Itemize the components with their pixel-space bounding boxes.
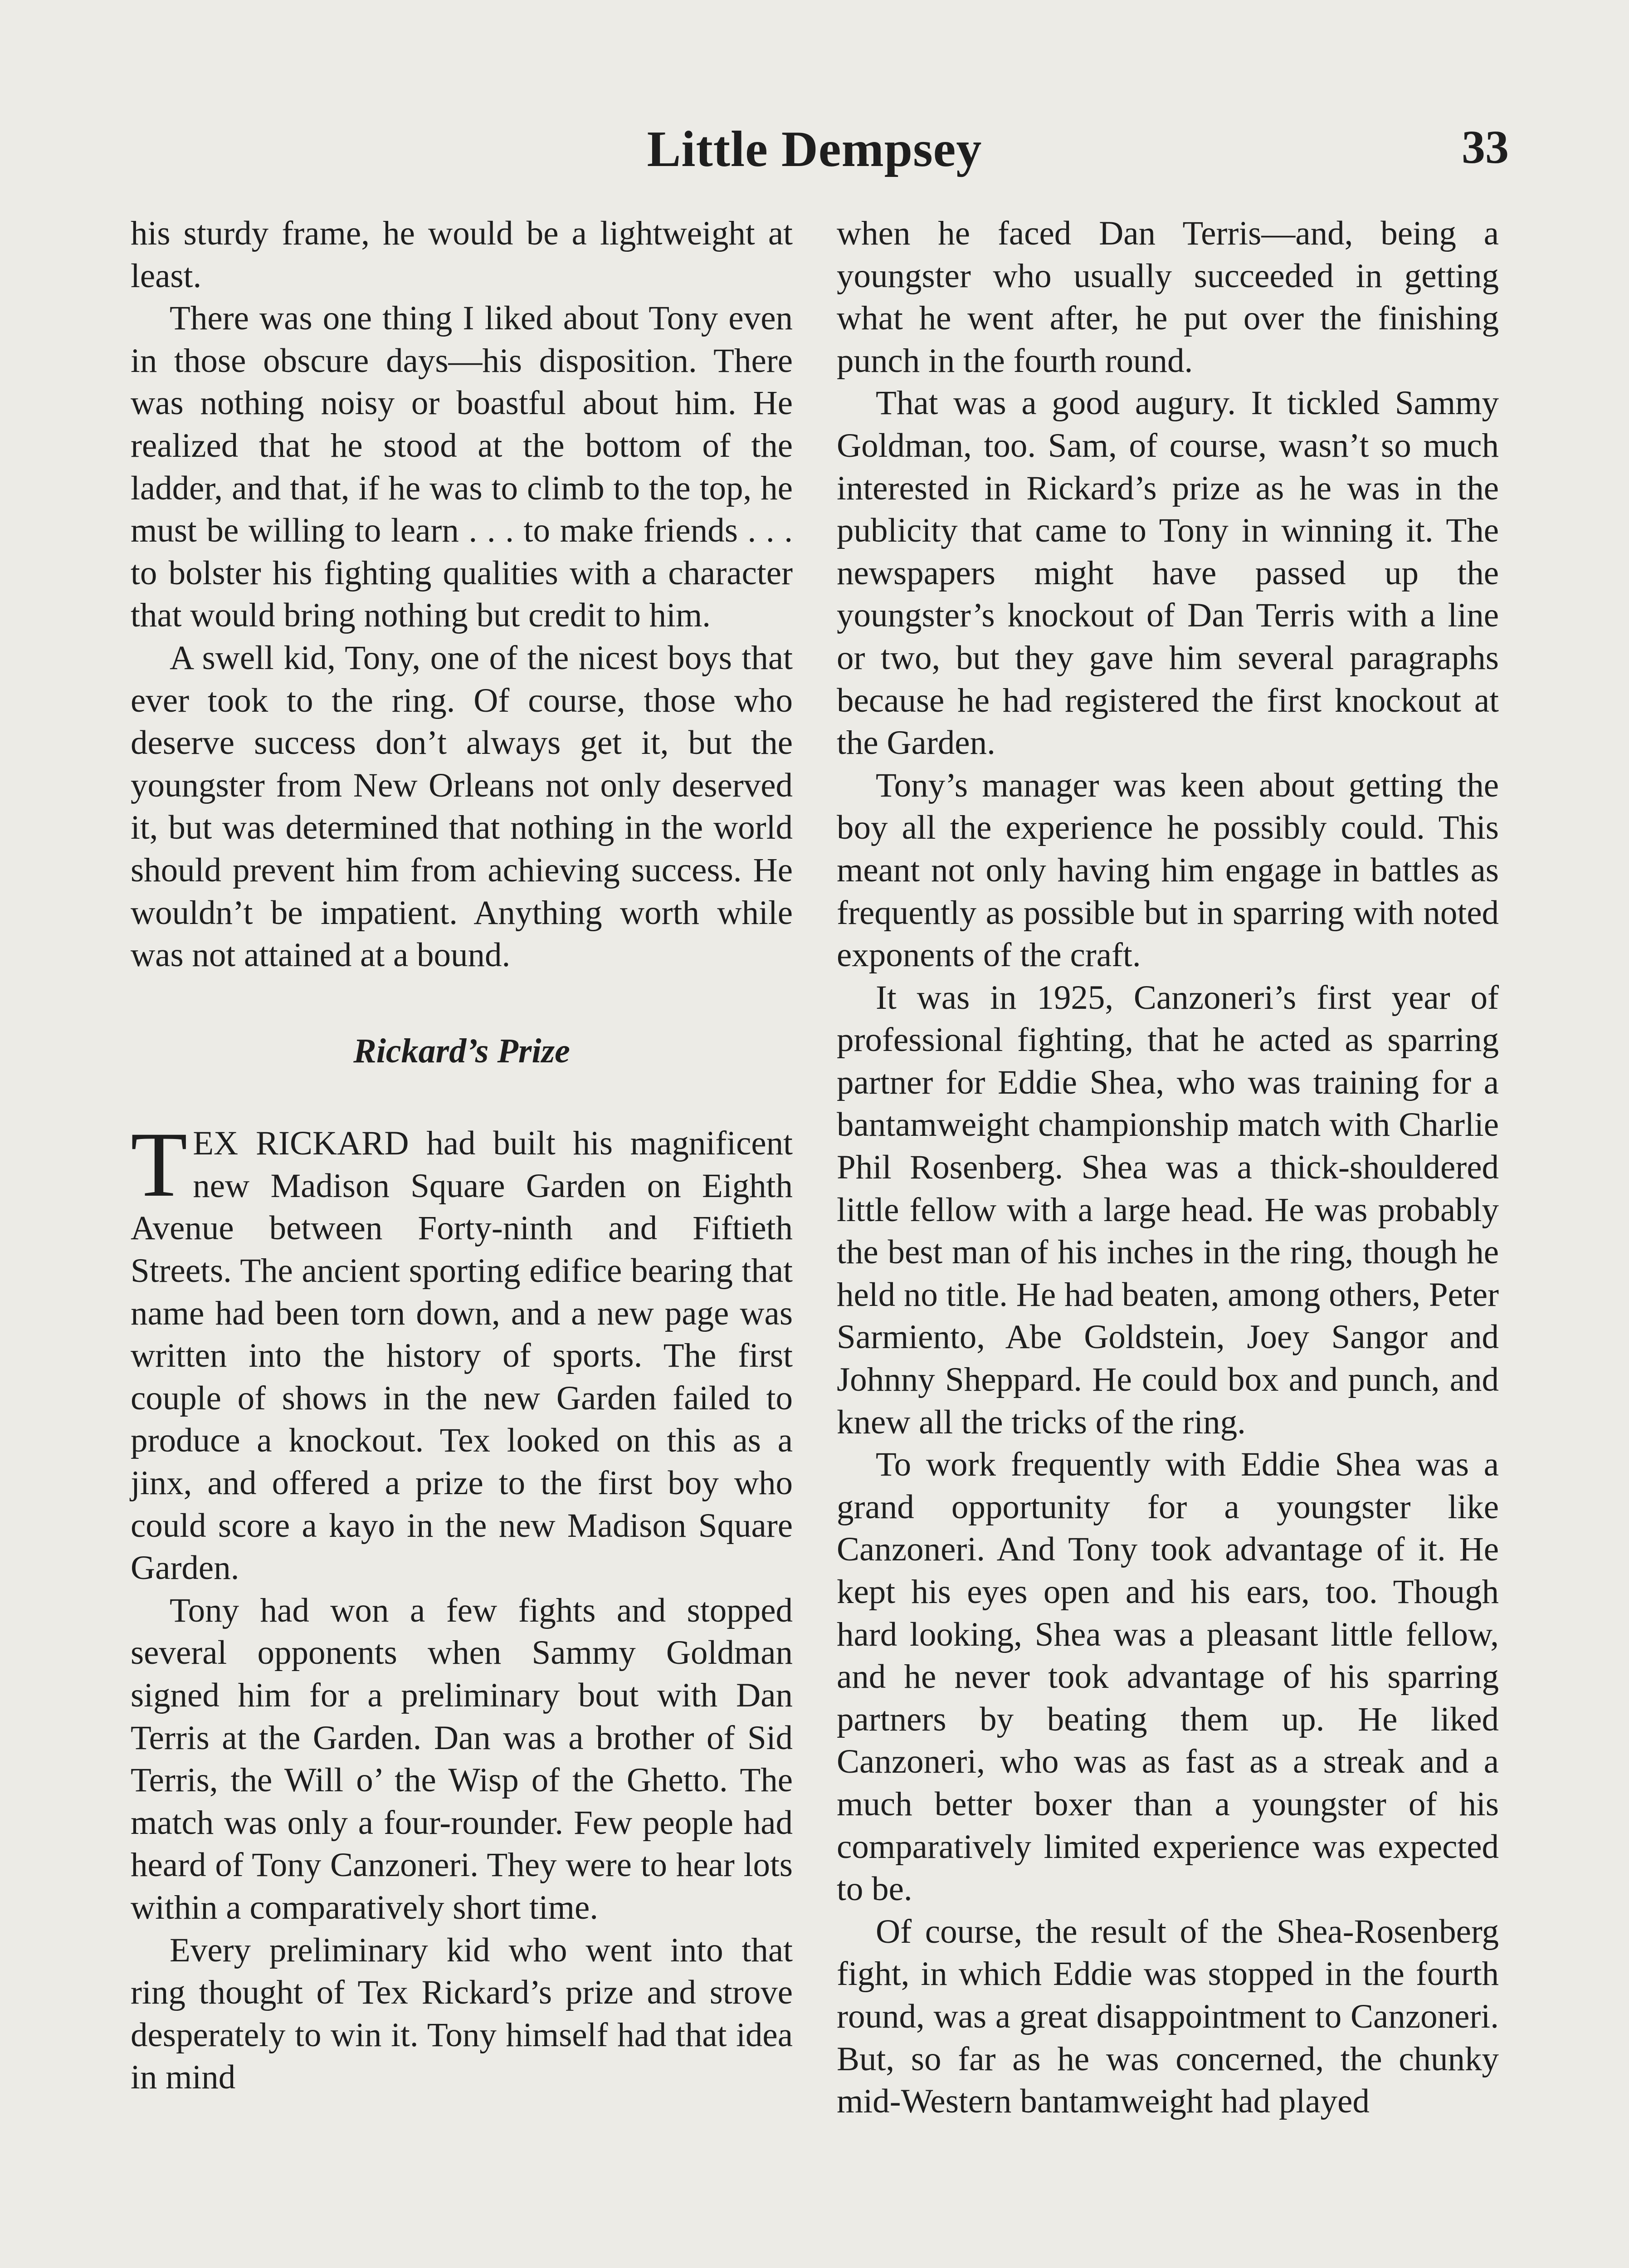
paragraph: his sturdy frame, he would be a lightweight at least.: [131, 215, 793, 295]
drop-cap: T: [131, 1113, 188, 1217]
page-number: 33: [1462, 121, 1509, 173]
paragraph: Of course, the result of the Shea-Rosenberg fight, in which Eddie was stopped in the fourth round, was a great disappointment to Canzoneri. But, so far as he was concerned, the chunky mid-Western bantamweight had played: [837, 1912, 1499, 2121]
left-column: [131, 212, 793, 2099]
paragraph: Every preliminary kid who went into that ring thought of Tex Rickard’s prize and strove desperately to win it. Tony himself had that idea in mind: [131, 1931, 793, 2097]
running-title: Little Dempsey: [647, 121, 982, 177]
paragraph: There was one thing I liked about Tony even in those obscure days—his disposition. There was nothing noisy or boastful about him. He realized that he stood at the bottom of the ladder, and that, if he was to climb to the top, he must be willing to learn . . . to make friends . . . to bolster his fighting qualities with a character that would bring nothing but credit to him.: [131, 299, 793, 635]
paragraph: Tony’s manager was keen about getting the boy all the experience he possibly could. This meant not only having him engage in battles as frequently as possible but in sparring with noted exponents of the craft.: [837, 766, 1499, 974]
paragraph: when he faced Dan Terris—and, being a youngster who usually succeeded in getting what he went after, he put over the finishing punch in the fourth round.: [837, 215, 1499, 380]
paragraph: To work frequently with Eddie Shea was a grand opportunity for a youngster like Canzoneri. And Tony took advantage of it. He kept his eyes open and his ears, too. Though hard looking, Shea was a pleasant little fellow, and he never took advantage of his sparring partners by beating them up. He liked Canzoneri, who was as fast as a streak and a much better boxer than a youngster of his comparatively limited experience was expected to be.: [837, 1446, 1499, 1908]
paragraph-text: EX RICKARD had built his magnificent new Madison Square Garden on Eighth Avenue between Forty-ninth and Fiftieth Streets. The ancient sporting edifice bearing that name had been torn down, and a new page was written into the history of sports. The first couple of shows in the new Garden failed to produce a knockout. Tex looked on this as a jinx, and offered a prize to the first boy who could score a kayo in the new Madison Square Garden.: [131, 1124, 793, 1587]
paragraph: It was in 1925, Canzoneri’s first year of professional fighting, that he acted as sparring partner for Eddie Shea, who was training for a bantamweight championship match with Charlie Phil Rosenberg. Shea was a thick-shouldered little fellow with a large head. He was probably the best man of his inches in the ring, though he held no title. He had beaten, among others, Peter Sarmiento, Abe Goldstein, Joey Sangor and Johnny Sheppard. He could box and punch, and knew all the tricks of the ring.: [837, 978, 1499, 1441]
paragraph: A swell kid, Tony, one of the nicest boys that ever took to the ring. Of course, those who deserve success don’t always get it, but the youngster from New Orleans not only deserved it, but was determined that nothing in the world should prevent him from achieving success. He wouldn’t be impatient. Anything worth while was not attained at a bound.: [131, 639, 793, 974]
right-column: [837, 212, 1499, 2123]
page-header: [0, 120, 1629, 184]
paragraph: That was a good augury. It tickled Sammy Goldman, too. Sam, of course, wasn’t so much interested in Rickard’s prize as he was in the publicity that came to Tony in winning it. The newspapers might have passed up the youngster’s knockout of Dan Terris with a line or two, but they gave him several paragraphs because he had registered the first knockout at the Garden.: [837, 384, 1499, 762]
paragraph-with-dropcap: [131, 1113, 793, 1589]
paragraph: Tony had won a few fights and stopped several opponents when Sammy Goldman signed him for a preliminary bout with Dan Terris at the Garden. Dan was a brother of Sid Terris, the Will o’ the Wisp of the Ghetto. The match was only a four-rounder. Few people had heard of Tony Canzoneri. They were to hear lots within a comparatively short time.: [131, 1591, 793, 1926]
section-heading: Rickard’s Prize: [353, 1031, 570, 1070]
